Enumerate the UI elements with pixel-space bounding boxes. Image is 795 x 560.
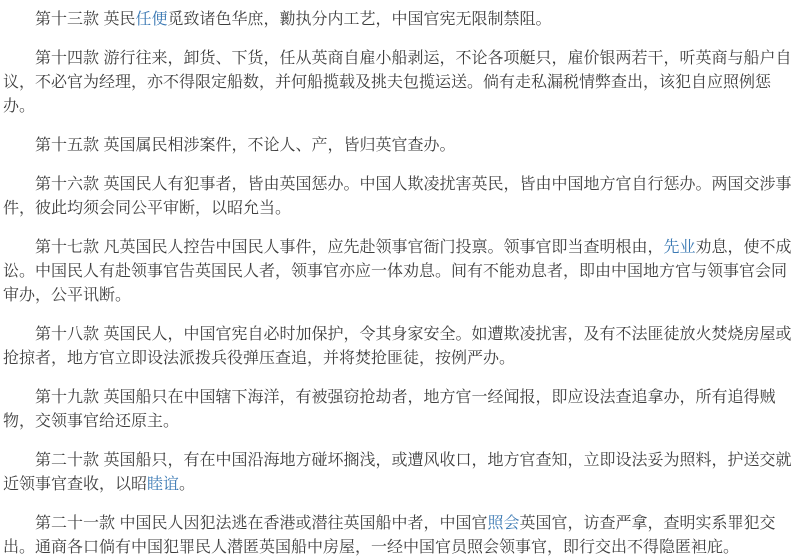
paragraph-text: 觅致诸色华庶，勷执分内工艺，中国官宪无限制禁阻。 (167, 11, 552, 28)
treaty-article-17-paragraph (3, 236, 793, 308)
inline-link-xianye[interactable]: 先业 (663, 239, 696, 256)
paragraph-text: 英国官，访查严拿，查明实系罪犯交出。通商各口倘有中国犯罪民人潜匿英国船中房屋，一经中国官员照会领事官，即行交出不得隐匿袒庇。 (3, 515, 776, 556)
treaty-article-16-paragraph (3, 173, 793, 221)
treaty-article-19-paragraph (3, 386, 793, 434)
paragraph-text: 第十三款 英民 (35, 11, 136, 28)
paragraph-text: 。 (179, 476, 196, 493)
paragraph-text: 第二十一款 中国民人因犯法逃在香港或潜往英国船中者，中国官 (35, 515, 488, 532)
paragraph-text: 第十四款 游行往来，卸货、下货，任从英商自雇小船剥运，不论各项艇只，雇价银两若干，听英商与船户自议，不必官为经理，亦不得限定船数，并何船揽载及挑夫包揽运送。倘有走私漏税情弊查出，该犯自应照例惩办。 (3, 50, 792, 115)
paragraph-text: 第十八款 英国民人，中国官宪自必时加保护，令其身家安全。如遭欺凌扰害，及有不法匪徒放火焚烧房屋或抢掠者，地方官立即设法派拨兵役弹压查追，并将焚抢匪徒，按例严办。 (3, 326, 792, 367)
paragraph-text: 第十六款 英国民人有犯事者，皆由英国惩办。中国人欺凌扰害英民，皆由中国地方官自行惩办。两国交涉事件，彼此均须会同公平审断，以昭允当。 (3, 176, 792, 217)
treaty-article-14-paragraph (3, 47, 793, 119)
treaty-article-21-paragraph (3, 512, 793, 560)
treaty-article-20-paragraph (3, 449, 793, 497)
paragraph-text: 劝息，使不成讼。中国民人有赴领事官告英国民人者，领事官亦应一体劝息。间有不能劝息者，即由中国地方官与领事官会同审办，公平讯断。 (3, 239, 792, 304)
paragraph-text: 第十七款 凡英国民人控告中国民人事件，应先赴领事官衙门投禀。领事官即当查明根由， (35, 239, 664, 256)
inline-link-zhaohui[interactable]: 照会 (487, 515, 520, 532)
paragraph-text: 第十五款 英国属民相涉案件，不论人、产，皆归英官查办。 (35, 137, 456, 154)
inline-link-renbian[interactable]: 任便 (135, 11, 168, 28)
inline-link-muyi[interactable]: 睦谊 (147, 476, 180, 493)
treaty-article-13-paragraph (3, 8, 793, 32)
treaty-article-18-paragraph (3, 323, 793, 371)
paragraph-text: 第二十款 英国船只，有在中国沿海地方碰坏搁浅，或遭风收口，地方官查知，立即设法妥为照料，护送交就近领事官查收，以昭 (3, 452, 792, 493)
paragraph-text: 第十九款 英国船只在中国辖下海洋，有被强窃抢劫者，地方官一经闻报，即应设法查追拿办，所有追得贼物，交领事官给还原主。 (3, 389, 776, 430)
treaty-article-15-paragraph (3, 134, 793, 158)
